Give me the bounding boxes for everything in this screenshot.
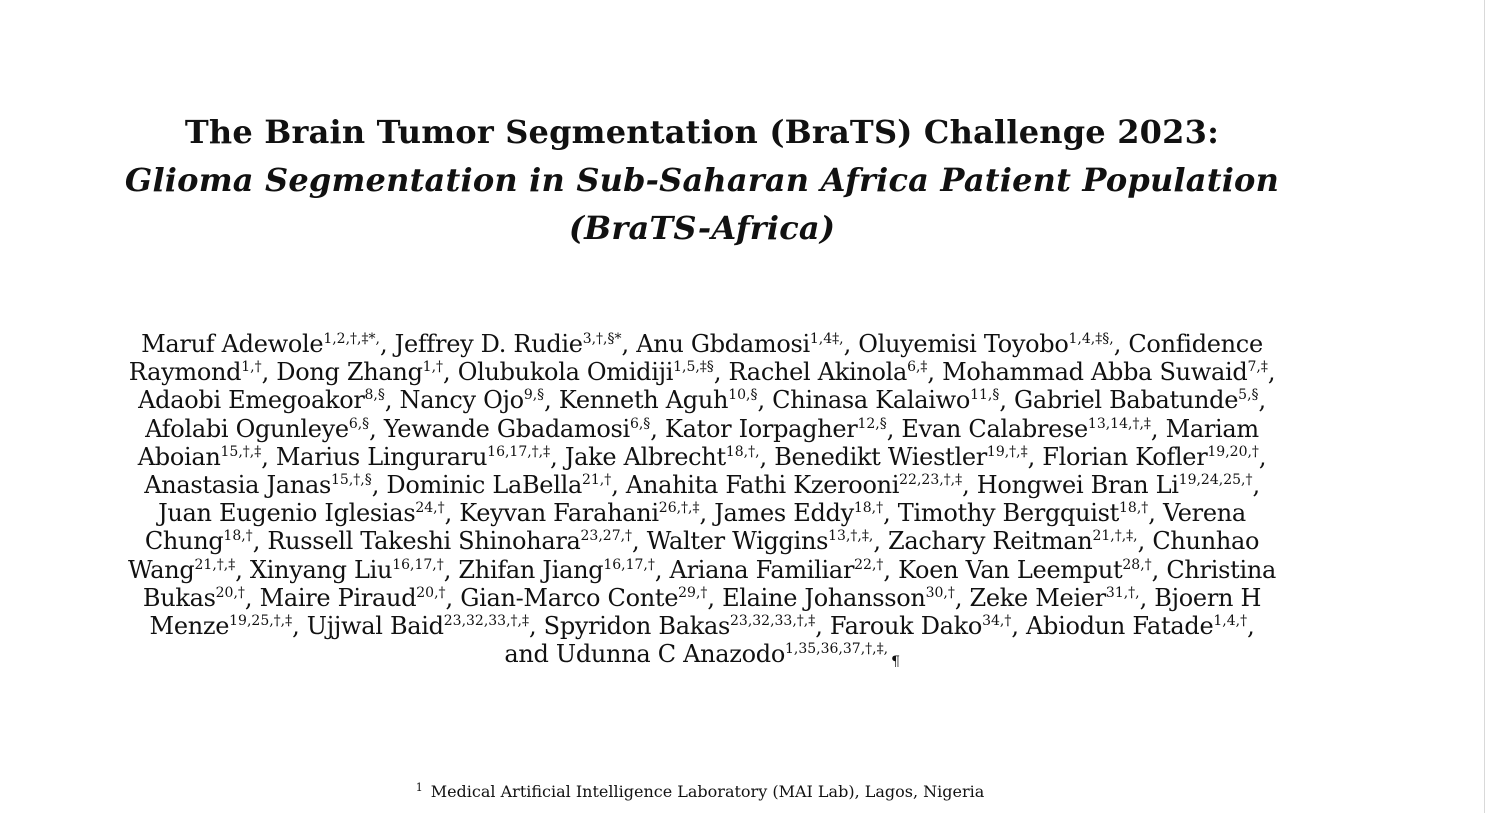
author-name: Gabriel Babatunde xyxy=(1014,386,1239,415)
author-affiliation-marks: 9,§ xyxy=(523,387,545,404)
author-name: Chinasa Kalaiwo xyxy=(772,386,971,415)
author-separator: , xyxy=(883,555,899,584)
author-entry xyxy=(647,527,888,555)
author-separator: , xyxy=(632,527,647,556)
author-separator: , xyxy=(999,386,1014,415)
author-entry xyxy=(141,330,395,358)
author-entry xyxy=(559,386,772,414)
author-separator: , xyxy=(886,414,902,443)
author-name: Christina Bukas xyxy=(142,555,1276,612)
author-affiliation-marks: 1,4,‡§, xyxy=(1068,331,1114,347)
author-name: Dong Zhang xyxy=(276,358,423,387)
author-separator: , xyxy=(252,527,268,556)
author-separator: , xyxy=(883,499,898,528)
author-entry xyxy=(565,443,774,471)
author-separator: , xyxy=(444,499,460,528)
author-entry xyxy=(276,358,457,386)
author-separator: , xyxy=(962,471,977,500)
author-name: James Eddy xyxy=(714,499,854,528)
author-entry xyxy=(307,612,544,640)
author-list xyxy=(126,330,1278,676)
author-entry xyxy=(386,471,626,499)
author-affiliation-marks: 19,20,† xyxy=(1207,443,1259,460)
author-entry xyxy=(459,499,714,527)
author-affiliation-marks: 22,† xyxy=(854,556,884,573)
author-affiliation-marks: 24,† xyxy=(415,500,445,517)
affiliation-text: Medical Artificial Intelligence Laboratory (MAI Lab), Lagos, Nigeria xyxy=(430,782,985,801)
author-separator: , xyxy=(292,612,307,641)
author-affiliation-marks: 11,§ xyxy=(970,387,1000,404)
author-entry xyxy=(888,527,1152,555)
author-separator: , xyxy=(261,358,277,387)
author-affiliation-marks: 16,17,† xyxy=(392,556,444,573)
author-entry xyxy=(970,584,1155,612)
author-separator: , xyxy=(1258,442,1267,471)
author-affiliation-marks: 21,†,‡ xyxy=(194,556,236,573)
affiliation-entry xyxy=(180,780,1220,804)
author-affiliation-marks: 16,17,† xyxy=(603,556,655,573)
author-separator: , xyxy=(759,442,775,471)
author-affiliation-marks: 19,25,†,‡ xyxy=(229,613,293,630)
author-separator: , xyxy=(1137,527,1153,556)
author-name: Mohammad Abba Suwaid xyxy=(942,358,1248,387)
author-affiliation-marks: 1,† xyxy=(241,359,262,376)
author-name: Jake Albrecht xyxy=(564,442,726,471)
author-name: Elaine Johansson xyxy=(722,583,926,612)
author-affiliation-marks: 6,§ xyxy=(629,415,651,432)
author-entry xyxy=(276,443,565,471)
author-name: Ariana Familiar xyxy=(669,555,855,584)
author-entry xyxy=(977,471,1260,499)
author-separator: , xyxy=(621,330,637,358)
author-entry xyxy=(145,415,384,443)
author-affiliation-marks: 23,32,33,†,‡ xyxy=(730,613,816,630)
author-affiliation-marks: 16,17,†,‡ xyxy=(487,443,551,460)
author-separator: , xyxy=(544,386,559,415)
paper-title xyxy=(104,108,1300,252)
author-affiliation-marks: 18,† xyxy=(853,500,884,517)
author-name: Marius Linguraru xyxy=(275,442,488,471)
author-name: Maruf Adewole xyxy=(141,330,324,358)
author-separator: , xyxy=(1139,583,1155,612)
author-affiliation-marks: 23,32,33,†,‡ xyxy=(443,613,529,630)
author-separator: , xyxy=(954,583,970,612)
pilcrow-mark: ¶ xyxy=(891,654,900,671)
author-affiliation-marks: 6,‡ xyxy=(907,359,928,376)
author-affiliation-marks: 5,§ xyxy=(1238,387,1259,404)
author-entry xyxy=(772,386,1014,414)
author-affiliation-marks: 1,† xyxy=(422,359,444,376)
author-entry xyxy=(858,330,1128,358)
author-separator: , xyxy=(1258,386,1266,415)
author-entry xyxy=(714,499,898,527)
author-name: Abiodun Fatade xyxy=(1026,612,1214,641)
author-separator: , xyxy=(815,612,830,641)
author-entry xyxy=(901,415,1165,443)
author-affiliation-marks: 10,§ xyxy=(728,387,758,404)
author-entry xyxy=(830,612,1026,640)
author-affiliation-marks: 18,†, xyxy=(725,443,760,460)
author-name: Florian Kofler xyxy=(1042,442,1208,471)
author-name: Koen Van Leemput xyxy=(898,555,1123,584)
author-entry xyxy=(942,358,1275,386)
author-name: Bjoern H Menze xyxy=(149,583,1262,641)
author-affiliation-marks: 6,§ xyxy=(348,415,370,432)
author-entry xyxy=(636,330,858,358)
author-name: Confidence Raymond xyxy=(128,330,1263,387)
author-separator: , xyxy=(1151,555,1167,584)
author-name: Xinyang Liu xyxy=(249,555,393,584)
author-name: Juan Eugenio Iglesias xyxy=(158,499,416,528)
author-name: Verena Chung xyxy=(144,499,1246,556)
author-name: Spyridon Bakas xyxy=(543,612,730,641)
author-name: Udunna C Anazodo xyxy=(555,640,785,669)
author-affiliation-marks: 19,24,25,† xyxy=(1178,472,1253,489)
author-entry xyxy=(544,612,830,640)
author-affiliation-marks: 1,2,†,‡*, xyxy=(323,331,380,347)
affiliation-list xyxy=(180,780,1220,804)
author-name: Zachary Reitman xyxy=(887,527,1093,556)
author-entry xyxy=(460,584,722,612)
author-affiliation-marks: 30,† xyxy=(925,584,955,601)
author-entry xyxy=(250,556,459,584)
author-affiliation-marks: 22,23,†,‡ xyxy=(899,472,963,489)
author-separator: , xyxy=(443,358,458,387)
author-entry xyxy=(898,556,1166,584)
author-name: Benedikt Wiestler xyxy=(774,442,987,471)
author-entry xyxy=(556,640,888,668)
author-separator: , xyxy=(927,358,943,387)
author-name: Timothy Bergquist xyxy=(897,499,1119,528)
author-name: Anastasia Janas xyxy=(144,471,331,500)
author-entry xyxy=(384,415,665,443)
author-name: Oluyemisi Toyobo xyxy=(858,330,1069,358)
author-entry xyxy=(1042,443,1266,471)
author-separator: , xyxy=(757,386,773,415)
author-affiliation-marks: 15,†,§ xyxy=(331,472,372,489)
author-entry xyxy=(260,584,461,612)
author-affiliation-marks: 20,† xyxy=(215,584,245,601)
author-affiliation-marks: 1,4‡, xyxy=(809,331,844,347)
author-entry xyxy=(722,584,969,612)
author-affiliation-marks: 18,† xyxy=(223,528,253,545)
author-separator: , xyxy=(244,583,260,612)
author-name: Zhifan Jiang xyxy=(458,555,604,584)
author-affiliation-marks: 13,14,†,‡ xyxy=(1087,415,1151,432)
author-name: Mariam Aboian xyxy=(137,414,1259,471)
author-entry xyxy=(144,471,386,499)
author-affiliation-marks: 1,35,36,37,†,‡, xyxy=(785,641,889,658)
author-separator: , xyxy=(371,471,387,500)
author-name: Keyvan Farahani xyxy=(459,499,659,528)
author-separator: , and xyxy=(504,612,1255,669)
author-affiliation-marks: 23,27,† xyxy=(580,528,633,545)
author-affiliation-marks: 3,†,§* xyxy=(582,331,622,347)
author-entry xyxy=(158,499,459,527)
author-entry xyxy=(138,386,399,414)
author-affiliation-marks: 21,†,‡, xyxy=(1092,528,1138,545)
author-entry xyxy=(1014,386,1266,414)
author-name: Afolabi Ogunleye xyxy=(145,414,349,443)
author-separator: , xyxy=(529,612,544,641)
author-entry xyxy=(774,443,1042,471)
author-name: Russell Takeshi Shinohara xyxy=(267,527,581,556)
author-separator: , xyxy=(384,386,400,415)
author-affiliation-marks: 12,§ xyxy=(857,415,887,432)
author-affiliation-marks: 20,† xyxy=(416,584,446,601)
author-affiliation-marks: 19,†,‡ xyxy=(986,443,1028,460)
author-entry xyxy=(458,358,729,386)
author-entry xyxy=(728,358,942,386)
author-entry xyxy=(626,471,977,499)
author-name: Kenneth Aguh xyxy=(558,386,729,415)
author-name: Maire Piraud xyxy=(259,583,417,612)
author-affiliation-marks: 21,† xyxy=(581,472,612,489)
author-separator: , xyxy=(707,583,723,612)
title-line-subtitle: Glioma Segmentation in Sub-Saharan Africa Patient Population (BraTS-Africa) xyxy=(124,161,1280,247)
author-separator: , xyxy=(654,555,670,584)
author-separator: , xyxy=(713,358,729,387)
author-separator: , xyxy=(1148,499,1163,528)
author-name: Zeke Meier xyxy=(969,583,1106,612)
author-separator: , xyxy=(1027,442,1043,471)
author-name: Yewande Gbadamosi xyxy=(383,414,630,443)
author-separator: , xyxy=(699,499,715,528)
author-entry xyxy=(670,556,899,584)
author-separator: , xyxy=(650,414,665,443)
author-name: Evan Calabrese xyxy=(901,414,1088,443)
author-name: Anahita Fathi Kzerooni xyxy=(625,471,900,500)
author-entry xyxy=(400,386,559,414)
author-separator: , xyxy=(445,583,461,612)
author-separator: , xyxy=(611,471,626,500)
author-affiliation-marks: 13,†,‡, xyxy=(828,528,874,545)
affiliation-number: 1 xyxy=(415,781,423,794)
author-entry xyxy=(395,330,637,358)
title-line-main: The Brain Tumor Segmentation (BraTS) Challenge 2023: xyxy=(184,113,1220,151)
page-edge-divider xyxy=(1484,0,1493,813)
author-name: Chunhao Wang xyxy=(127,527,1260,584)
author-separator: , xyxy=(873,527,888,556)
author-affiliation-marks: 15,†,‡ xyxy=(220,443,262,460)
author-name: Rachel Akinola xyxy=(728,358,908,387)
author-name: Adaobi Emegoakor xyxy=(138,386,365,415)
author-entry xyxy=(665,415,901,443)
author-affiliation-marks: 18,† xyxy=(1119,500,1149,517)
author-name: Jeffrey D. Rudie xyxy=(394,330,583,358)
author-separator: , xyxy=(235,555,250,584)
author-separator: , xyxy=(1113,330,1129,358)
author-affiliation-marks: 1,4,† xyxy=(1213,613,1248,630)
author-entry xyxy=(267,527,646,555)
author-name: Farouk Dako xyxy=(829,612,983,641)
author-affiliation-marks: 7,‡ xyxy=(1247,359,1268,376)
author-affiliation-marks: 28,† xyxy=(1122,556,1152,573)
author-separator: , xyxy=(1267,358,1276,387)
author-name: Gian-Marco Conte xyxy=(460,583,679,612)
author-name: Dominic LaBella xyxy=(386,471,582,500)
author-name: Anu Gbdamosi xyxy=(636,330,810,358)
author-separator: , xyxy=(261,442,276,471)
author-affiliation-marks: 8,§ xyxy=(364,387,385,404)
author-entry xyxy=(458,556,669,584)
author-name: Kator Iorpagher xyxy=(664,414,858,443)
author-separator: , xyxy=(369,414,384,443)
author-affiliation-marks: 26,†,‡ xyxy=(658,500,700,517)
author-separator: , xyxy=(843,330,859,358)
author-name: Walter Wiggins xyxy=(646,527,829,556)
author-separator: , xyxy=(1150,414,1166,443)
author-affiliation-marks: 29,† xyxy=(678,584,708,601)
author-affiliation-marks: 31,†, xyxy=(1105,584,1140,601)
author-separator: , xyxy=(443,555,459,584)
author-separator: , xyxy=(379,330,395,358)
author-name: Hongwei Bran Li xyxy=(976,471,1179,500)
author-name: Ujjwal Baid xyxy=(306,612,444,641)
author-separator: , xyxy=(1252,471,1260,500)
author-separator: , xyxy=(1011,612,1026,641)
author-name: Nancy Ojo xyxy=(399,386,524,415)
author-entry xyxy=(898,499,1163,527)
author-name: Olubukola Omidiji xyxy=(457,358,674,387)
author-affiliation-marks: 1,5,‡§ xyxy=(673,359,714,376)
author-separator: , xyxy=(550,442,565,471)
author-affiliation-marks: 34,† xyxy=(982,613,1012,630)
